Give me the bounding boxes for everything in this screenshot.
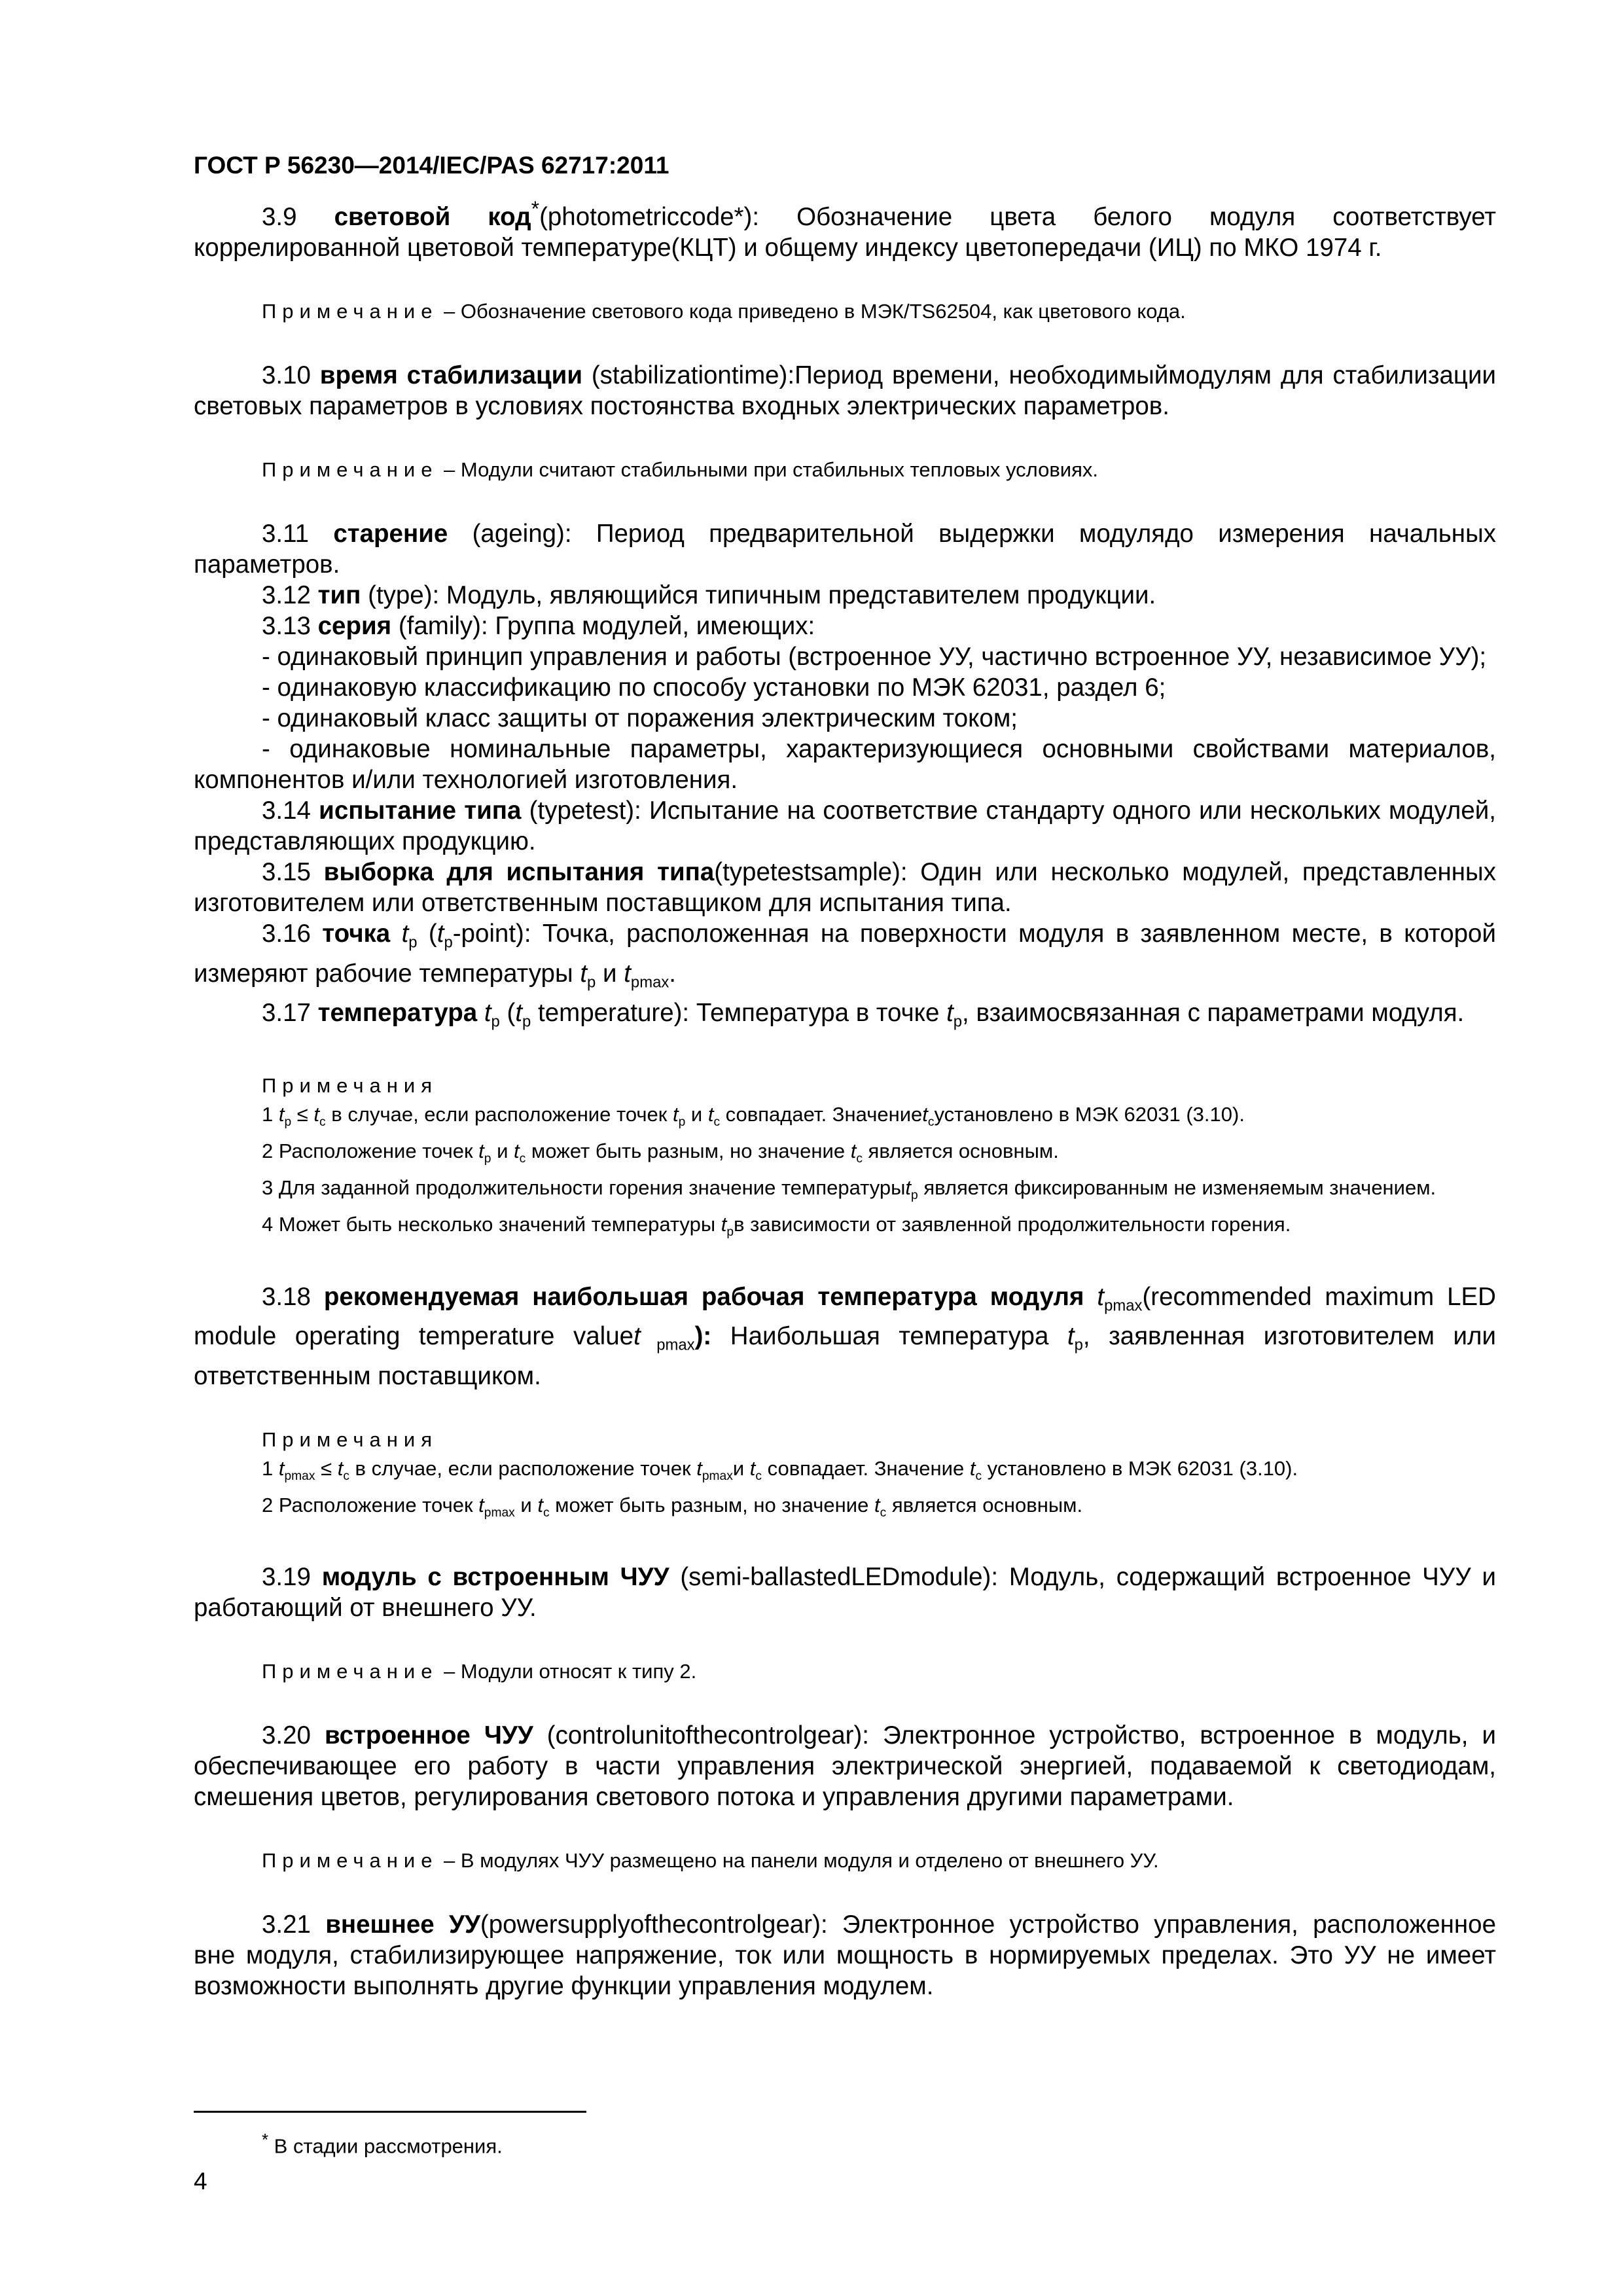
clause-3-15: 3.15 выборка для испытания типа(typetestsample): Один или несколько модулей, представленных изготовителем или ответственным поставщиком для испытания типа. xyxy=(194,857,1496,917)
clause-3-19: 3.19 модуль с встроенным ЧУУ (semi-ballastedLEDmodule): Модуль, содержащий встроенное ЧУУ и работающий от внешнего УУ. xyxy=(194,1563,1496,1623)
note-3-20: Примечание – В модулях ЧУУ размещено на панели модуля и отделено от внешнего УУ. xyxy=(262,1849,1159,1873)
note-3-9: Примечание – Обозначение светового кода приведено в МЭК/TS62504, как цветового кода. xyxy=(262,299,1186,323)
note-item: 2 Расположение точек $t_{pmax}$ и $t_c$ может быть разным, но значение $t_c$ является основным. xyxy=(262,1494,1083,1520)
clause-3-21: 3.21 внешнее УУ(powersupplyofthecontrolgear): Электронное устройство управления, расположенное вне модуля, стабилизирующее напряжение, ток или мощность в нормируемых пределах. Это УУ не имеет возможности выполнять другие функции управления модулем. xyxy=(194,1910,1496,2001)
footnote: * В стадии рассмотрения. xyxy=(262,2131,503,2158)
clause-3-11: 3.11 старение (ageing): Период предварительной выдержки модулядо измерения начальных параметров. xyxy=(194,519,1496,579)
clause-3-17: 3.17 температура $t_p$ ($t_p$ temperature): Температура в точке $t_p$, взаимосвязанная с параметрами модуля. xyxy=(262,999,1465,1031)
list-item: - одинаковый принцип управления и работы (встроенное УУ, частично встроенное УУ, независимое УУ); xyxy=(262,642,1487,671)
footnote-divider xyxy=(194,2111,586,2113)
notes-heading: Примечания xyxy=(262,1073,438,1097)
list-item: - одинаковую классификацию по способу установки по МЭК 62031, раздел 6; xyxy=(262,673,1166,702)
note-item: 3 Для заданной продолжительности горения значение температурыt$_p$ является фиксированным не изменяемым значением. xyxy=(262,1176,1436,1203)
clause-3-9: 3.9 световой код*(photometriccode*): Обозначение цвета белого модуля соответствует коррелированной цветовой температуре(КЦТ) и общему индексу цветопередачи (ИЦ) по МКО 1974 г. xyxy=(194,197,1496,262)
list-item: - одинаковый класс защиты от поражения электрическим током; xyxy=(262,704,1018,732)
clause-3-16: 3.16 точка $t_p$ $(t_p-point)$: Точка, расположенная на поверхности модуля в заявленном месте, в которой измеряют рабочие температуры $t_p$ и $t_{pmax}$. xyxy=(194,919,1496,992)
clause-3-13: 3.13 серия (family): Группа модулей, имеющих: xyxy=(262,611,815,640)
note-3-19: Примечание – Модули относят к типу 2. xyxy=(262,1660,697,1683)
note-item: 1 $t_{pmax} \le t_c$ в случае, если расположение точек $t_{pmax}и$ $t_c$ совпадает. Значение $t_c$ установлено в МЭК 62031 (3.10). xyxy=(262,1457,1298,1484)
clause-3-14: 3.14 испытание типа (typetest): Испытание на соответствие стандарту одного или нескольких модулей, представляющих продукцию. xyxy=(194,796,1496,855)
notes-heading: Примечания xyxy=(262,1428,438,1452)
note-3-10: Примечание – Модули считают стабильными при стабильных тепловых условиях. xyxy=(262,457,1098,481)
clause-3-12: 3.12 тип (type): Модуль, являющийся типичным представителем продукции. xyxy=(262,581,1156,609)
page-number: 4 xyxy=(194,2168,207,2195)
document-header: ГОСТ Р 56230—2014/IEC/PAS 62717:2011 xyxy=(194,152,669,179)
document-page xyxy=(194,152,1496,2001)
note-item: 2 Расположение точек $t_p$ и $t_c$ может быть разным, но значение $t_c$ является основным. xyxy=(262,1139,1059,1166)
note-item: 4 Может быть несколько значений температуры $t_pв$ зависимости от заявленной продолжительности горения. xyxy=(262,1213,1291,1240)
clause-3-10: 3.10 время стабилизации (stabilizationtime):Период времени, необходимыймодулям для стабилизации световых параметров в условиях постоянства входных электрических параметров. xyxy=(194,361,1496,420)
note-item: 1 $t_p \le t_c$ в случае, если расположение точек $t_p$ и $t_c$ совпадает. Значениеt$_c$установлено в МЭК 62031 (3.10). xyxy=(262,1102,1245,1130)
clause-3-18: 3.18 рекомендуемая наибольшая рабочая температура модуля $t_{pmax}(recommended$ maximum LED module operating temperature valuet $_{pmax}$): Наибольшая температура $t_p$, заявленная изготовителем или ответственным поставщиком. xyxy=(194,1282,1496,1391)
clause-3-20: 3.20 встроенное ЧУУ (controlunitofthecontrolgear): Электронное устройство, встроенное в модуль, и обеспечивающее его работу в части управления электрической энергией, подаваемой к светодиодам, смешения цветов, регулирования светового потока и управления другими параметрами. xyxy=(194,1721,1497,1812)
list-item: - одинаковые номинальные параметры, характеризующиеся основными свойствами материалов, компонентов и/или технологией изготовления. xyxy=(194,734,1496,794)
